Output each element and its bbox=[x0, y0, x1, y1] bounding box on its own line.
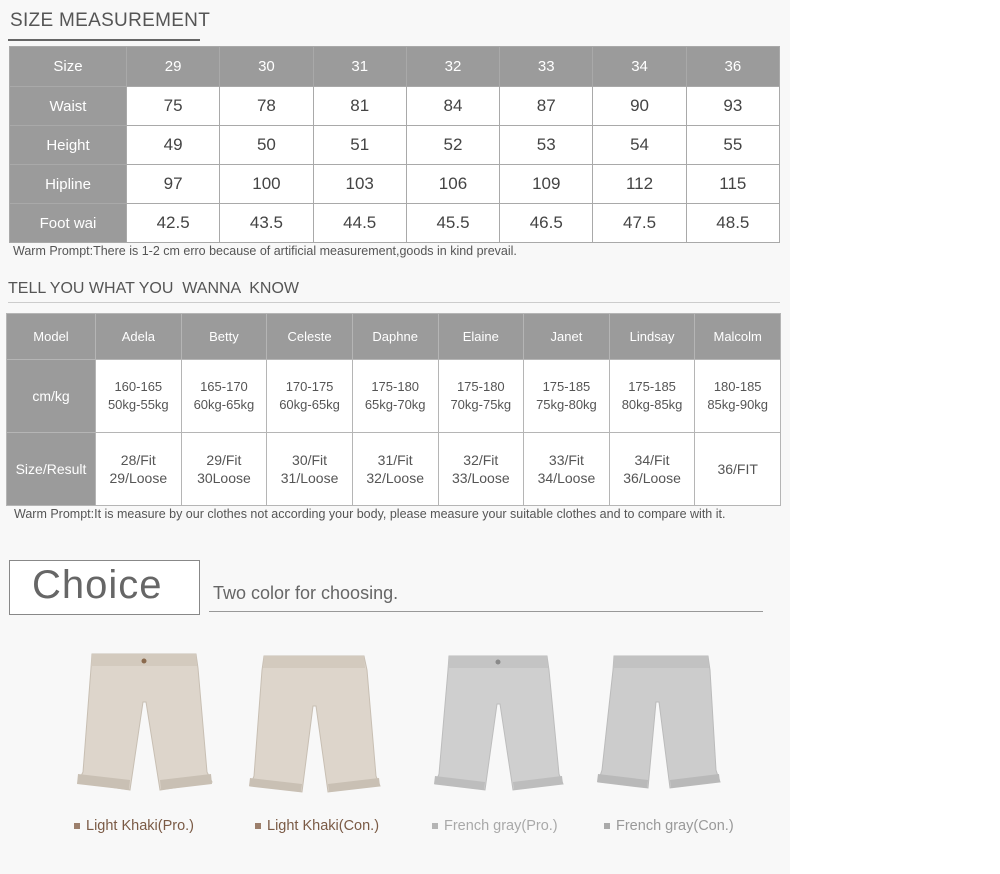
size-measurement-title: SIZE MEASUREMENT bbox=[10, 10, 211, 31]
table-cell: 49 bbox=[127, 126, 220, 165]
shorts-body bbox=[598, 656, 720, 788]
table-cell bbox=[352, 433, 438, 506]
cell-line: 60kg-65kg bbox=[193, 397, 255, 412]
table-cell: 53 bbox=[500, 126, 593, 165]
table-cell: 90 bbox=[593, 87, 686, 126]
table-cell: 109 bbox=[500, 165, 593, 204]
table-cell: 115 bbox=[686, 165, 779, 204]
table-cell bbox=[524, 360, 610, 433]
table-cell: 112 bbox=[593, 165, 686, 204]
product-caption-french-gray-pro[interactable] bbox=[432, 818, 558, 834]
model-name: Lindsay bbox=[609, 314, 695, 360]
table-row bbox=[10, 126, 780, 165]
table-cell: 93 bbox=[686, 87, 779, 126]
table-row bbox=[10, 204, 780, 243]
title-divider bbox=[8, 302, 780, 303]
shorts-back-icon bbox=[592, 650, 742, 805]
table-cell: 87 bbox=[500, 87, 593, 126]
table-cell bbox=[96, 433, 182, 506]
row-label: Waist bbox=[10, 87, 127, 126]
size-cell: 34 bbox=[593, 47, 686, 87]
cell-line: 34/Fit bbox=[634, 452, 670, 468]
size-cell: 29 bbox=[127, 47, 220, 87]
cell-line: 165-170 bbox=[200, 379, 248, 394]
cell-line: 80kg-85kg bbox=[621, 397, 683, 412]
table-cell: 47.5 bbox=[593, 204, 686, 243]
table-cell bbox=[438, 433, 524, 506]
table-cell: 48.5 bbox=[686, 204, 779, 243]
shorts-body bbox=[250, 656, 380, 792]
product-caption-light-khaki-con[interactable] bbox=[255, 818, 379, 834]
cell-line: 28/Fit bbox=[120, 452, 156, 468]
model-section-title: TELL YOU WHAT YOU WANNA KNOW bbox=[8, 280, 300, 297]
table-cell: 106 bbox=[406, 165, 499, 204]
choice-divider bbox=[209, 611, 763, 612]
table-cell bbox=[267, 433, 353, 506]
table-cell bbox=[695, 360, 781, 433]
cell-line: 70kg-75kg bbox=[450, 397, 512, 412]
table-cell bbox=[524, 433, 610, 506]
row-label: Foot wai bbox=[10, 204, 127, 243]
cell-line: 31/Fit bbox=[377, 452, 413, 468]
table-cell bbox=[96, 360, 182, 433]
cell-line: 170-175 bbox=[285, 379, 334, 394]
table-cell: 97 bbox=[127, 165, 220, 204]
cell-line: 175-185 bbox=[628, 379, 676, 394]
cell-line: 32/Fit bbox=[463, 452, 499, 468]
table-cell bbox=[181, 433, 267, 506]
cell-line: 180-185 bbox=[713, 379, 762, 394]
cell-line: 85kg-90kg bbox=[707, 397, 769, 412]
model-fit-table bbox=[6, 313, 781, 506]
cell-line: 31/Loose bbox=[280, 470, 339, 486]
size-cell: 30 bbox=[220, 47, 313, 87]
row-label: Size/Result bbox=[7, 433, 96, 506]
table-cell bbox=[267, 360, 353, 433]
button-icon bbox=[496, 660, 501, 665]
color-swatch-icon bbox=[74, 823, 80, 829]
table-cell bbox=[695, 433, 781, 506]
cell-line: 50kg-55kg bbox=[107, 397, 169, 412]
model-name: Janet bbox=[524, 314, 610, 360]
table-cell bbox=[609, 433, 695, 506]
size-cell: 36 bbox=[686, 47, 779, 87]
table-cell: 54 bbox=[593, 126, 686, 165]
cell-line: 30Loose bbox=[197, 470, 251, 486]
table-cell: 78 bbox=[220, 87, 313, 126]
choice-heading-box bbox=[9, 560, 200, 615]
row-label: Hipline bbox=[10, 165, 127, 204]
product-image-french-gray-con[interactable] bbox=[592, 650, 742, 805]
size-cell: 32 bbox=[406, 47, 499, 87]
cell-line: 75kg-80kg bbox=[536, 397, 597, 412]
table-cell: 103 bbox=[313, 165, 406, 204]
button-icon bbox=[142, 659, 147, 664]
size-table bbox=[9, 46, 780, 243]
cell-line: 160-165 bbox=[114, 379, 163, 394]
table-cell: 52 bbox=[406, 126, 499, 165]
table-cell: 55 bbox=[686, 126, 779, 165]
model-name: Daphne bbox=[352, 314, 438, 360]
table-cell: 84 bbox=[406, 87, 499, 126]
waistband bbox=[613, 656, 709, 668]
cell-line: 29/Fit bbox=[206, 452, 242, 468]
cell-line: 33/Fit bbox=[548, 452, 584, 468]
size-result-row bbox=[7, 433, 781, 506]
product-caption-french-gray-con[interactable] bbox=[604, 818, 734, 834]
cell-line: 34/Loose bbox=[537, 470, 596, 486]
waistband bbox=[263, 656, 365, 668]
cell-line: 33/Loose bbox=[452, 470, 510, 486]
shorts-front-icon bbox=[425, 650, 575, 805]
choice-subtitle: Two color for choosing. bbox=[213, 583, 399, 603]
model-header-label: Model bbox=[7, 314, 96, 360]
table-cell: 45.5 bbox=[406, 204, 499, 243]
model-name: Celeste bbox=[267, 314, 353, 360]
table-cell: 42.5 bbox=[127, 204, 220, 243]
cell-line: 175-185 bbox=[542, 379, 591, 394]
table-cell: 44.5 bbox=[313, 204, 406, 243]
cell-line: 65kg-70kg bbox=[364, 397, 426, 412]
choice-title: Choice bbox=[32, 563, 163, 607]
warm-prompt-measurement: Warm Prompt:There is 1-2 cm erro because of artificial measurement,goods in kind prevail. bbox=[13, 244, 517, 258]
color-swatch-icon bbox=[432, 823, 438, 829]
color-swatch-icon bbox=[604, 823, 610, 829]
model-name: Malcolm bbox=[695, 314, 781, 360]
table-cell: 46.5 bbox=[500, 204, 593, 243]
shorts-body bbox=[78, 654, 212, 790]
shorts-front-icon bbox=[70, 650, 220, 805]
model-name: Adela bbox=[96, 314, 182, 360]
product-image-light-khaki-pro[interactable] bbox=[70, 650, 220, 805]
row-label: Height bbox=[10, 126, 127, 165]
size-cell: 33 bbox=[500, 47, 593, 87]
title-underline bbox=[8, 39, 200, 41]
table-row bbox=[10, 87, 780, 126]
shorts-body bbox=[435, 656, 563, 790]
product-caption-light-khaki-pro[interactable] bbox=[74, 818, 194, 834]
cell-line: 60kg-65kg bbox=[279, 397, 340, 412]
cuff bbox=[77, 774, 212, 790]
cell-line: 30/Fit bbox=[292, 452, 328, 468]
warm-prompt-fit: Warm Prompt:It is measure by our clothes not according your body, please measure your suitable clothes and to compare with it. bbox=[14, 507, 726, 521]
table-cell bbox=[181, 360, 267, 433]
table-cell: 43.5 bbox=[220, 204, 313, 243]
cell-line: 29/Loose bbox=[109, 470, 168, 486]
shorts-back-icon bbox=[240, 650, 390, 805]
model-name: Elaine bbox=[438, 314, 524, 360]
table-cell: 50 bbox=[220, 126, 313, 165]
size-cell: 31 bbox=[313, 47, 406, 87]
color-swatch-icon bbox=[255, 823, 261, 829]
cm-kg-row bbox=[7, 360, 781, 433]
caption-text: Light Khaki(Pro.) bbox=[86, 818, 194, 834]
table-row bbox=[10, 165, 780, 204]
size-header-label: Size bbox=[10, 47, 127, 87]
cell-line: 36/FIT bbox=[717, 461, 758, 477]
model-header-row bbox=[7, 314, 781, 360]
product-image-french-gray-pro[interactable] bbox=[425, 650, 575, 805]
table-cell: 81 bbox=[313, 87, 406, 126]
cell-line: 36/Loose bbox=[623, 470, 681, 486]
table-cell bbox=[609, 360, 695, 433]
product-image-light-khaki-con[interactable] bbox=[240, 650, 390, 805]
row-label: cm/kg bbox=[7, 360, 96, 433]
table-cell: 75 bbox=[127, 87, 220, 126]
table-cell: 100 bbox=[220, 165, 313, 204]
size-header-row bbox=[10, 47, 780, 87]
caption-text: French gray(Con.) bbox=[616, 818, 734, 834]
cell-line: 175-180 bbox=[371, 379, 420, 394]
cell-line: 175-180 bbox=[456, 379, 505, 394]
table-cell: 51 bbox=[313, 126, 406, 165]
model-name: Betty bbox=[181, 314, 267, 360]
caption-text: French gray(Pro.) bbox=[444, 818, 558, 834]
table-cell bbox=[438, 360, 524, 433]
caption-text: Light Khaki(Con.) bbox=[267, 818, 380, 834]
cell-line: 32/Loose bbox=[366, 470, 424, 486]
table-cell bbox=[352, 360, 438, 433]
